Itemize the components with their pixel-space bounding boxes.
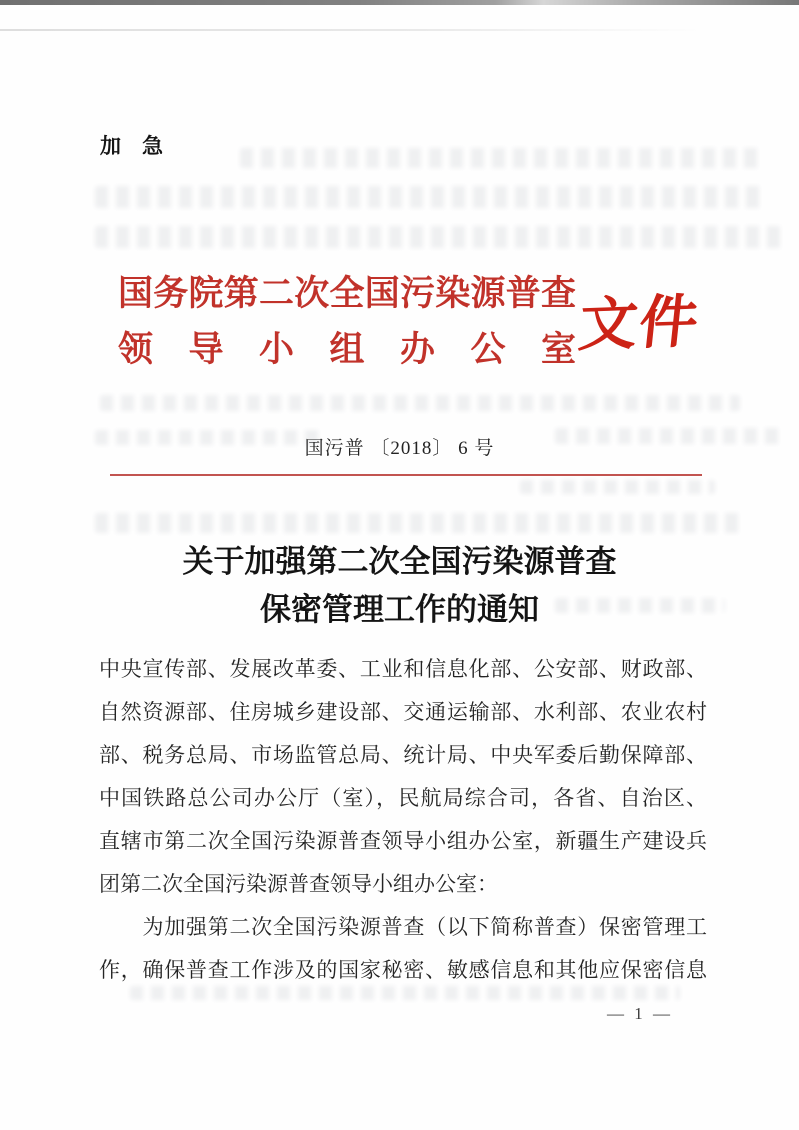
body-line: 团第二次全国污染源普查领导小组办公室： — [99, 872, 498, 896]
doc-number: 国污普 〔2018〕 6 号 — [304, 438, 495, 459]
bleed-through-artifact — [95, 186, 767, 208]
body-line: 直辖市第二次全国污染源普查领导小组办公室，新疆生产建设兵 — [99, 829, 707, 853]
masthead-line-1: 国务院第二次全国污染源普查 — [118, 274, 576, 313]
scan-edge-artifact — [0, 0, 799, 5]
doc-title-line-2: 保密管理工作的通知 — [260, 592, 539, 627]
bleed-through-artifact — [240, 148, 760, 168]
body-line: 自然资源部、住房城乡建设部、交通运输部、水利部、农业农村 — [99, 700, 707, 724]
urgency-label: 加 急 — [100, 134, 163, 158]
bleed-through-artifact — [95, 226, 781, 248]
body-line: 部、税务总局、市场监管总局、统计局、中央军委后勤保障部、 — [99, 743, 707, 767]
doc-title — [0, 538, 799, 634]
page-number: — 1 — — [607, 1004, 673, 1023]
doc-body — [99, 648, 707, 992]
bleed-through-artifact — [520, 480, 715, 494]
bleed-through-artifact — [95, 513, 741, 533]
doc-title-line-1: 关于加强第二次全国污染源普查 — [182, 544, 617, 579]
body-line: 作，确保普查工作涉及的国家秘密、敏感信息和其他应保密信息 — [99, 958, 707, 982]
body-line: 为加强第二次全国污染源普查（以下简称普查）保密管理工 — [99, 915, 707, 939]
scan-line-artifact — [0, 29, 703, 31]
doc-type-label: 文件 — [575, 288, 704, 359]
document-masthead — [118, 266, 576, 378]
bleed-through-artifact — [100, 395, 740, 411]
red-divider — [110, 474, 702, 476]
body-line: 中国铁路总公司办公厅（室），民航局综合司，各省、自治区、 — [99, 786, 707, 810]
masthead-line-2: 领导小组办公室 — [118, 330, 576, 369]
body-line: 中央宣传部、发展改革委、工业和信息化部、公安部、财政部、 — [99, 657, 707, 681]
